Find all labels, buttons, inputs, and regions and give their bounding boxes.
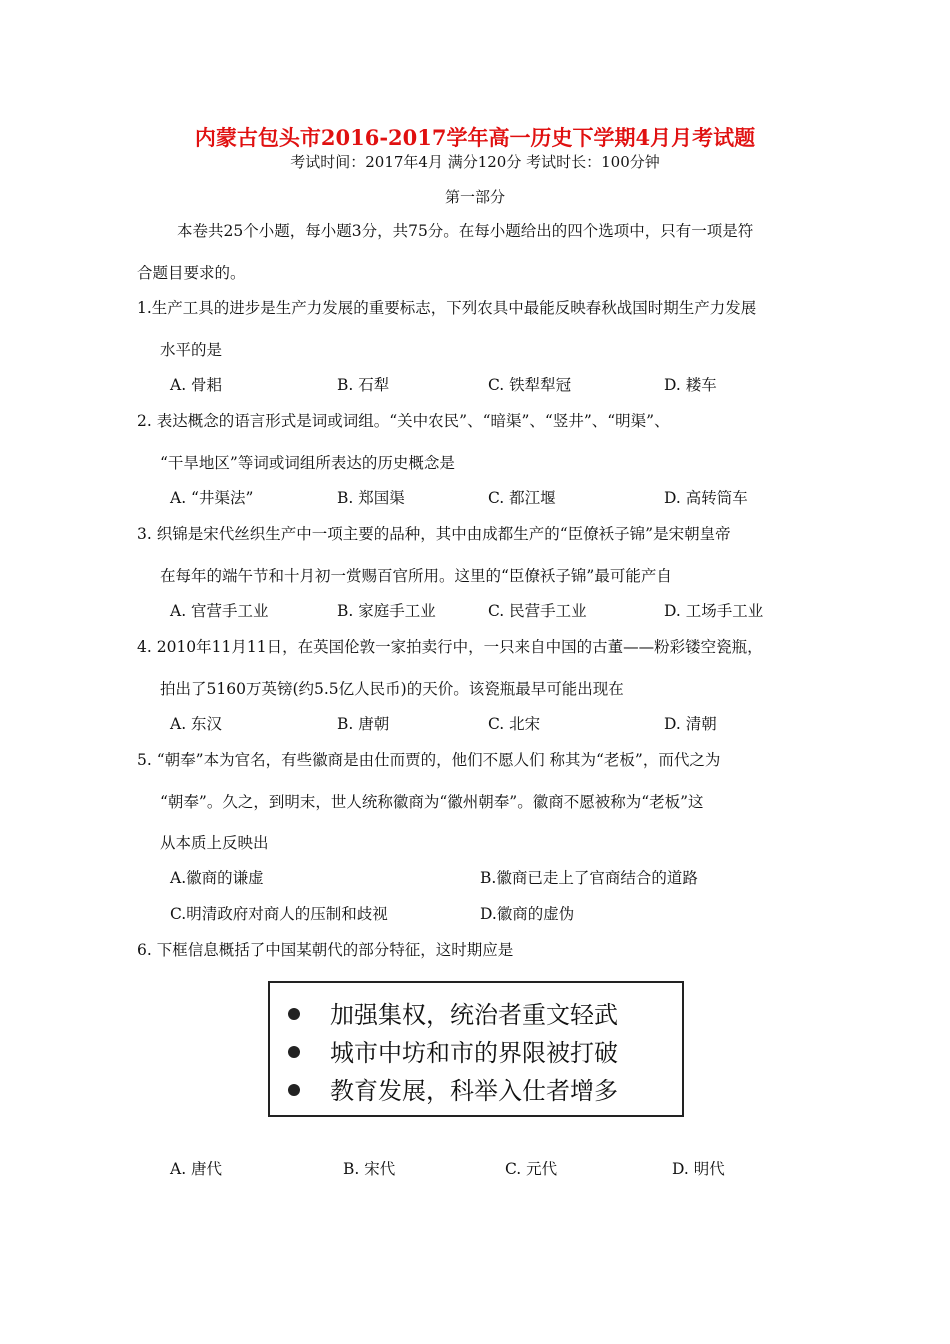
question-2-line-1: 2. 表达概念的语言形式是词或词组。“关中农民”、“暗渠”、“竖井”、“明渠”、 <box>137 412 670 430</box>
question-4-option-d: D. 清朝 <box>664 715 717 733</box>
question-4-option-c: C. 北宋 <box>488 715 541 733</box>
intro-line-2: 合题目要求的。 <box>137 264 246 282</box>
page-title: 内蒙古包头市2016-2017学年高一历史下学期4月月考试题 <box>194 125 756 150</box>
question-6-option-a: A. 唐代 <box>170 1160 223 1178</box>
question-6-option-c: C. 元代 <box>505 1160 558 1178</box>
question-1-option-b: B. 石犁 <box>337 376 390 394</box>
question-3-line-2: 在每年的端午节和十月初一赏赐百官所用。这里的“臣僚袄子锦”最可能产自 <box>160 567 672 585</box>
question-4-option-a: A. 东汉 <box>170 715 223 733</box>
bullet-icon <box>288 1046 300 1058</box>
question-1-line-1: 1.生产工具的进步是生产力发展的重要标志，下列农具中最能反映春秋战国时期生产力发展 <box>137 299 757 317</box>
info-box-item-text: 城市中坊和市的界限被打破 <box>330 1039 618 1067</box>
info-box-item-text: 教育发展，科举入仕者增多 <box>330 1077 618 1105</box>
part-heading: 第一部分 <box>444 188 505 206</box>
info-box-item <box>288 995 618 1030</box>
question-5-line-2: “朝奉”。久之，到明末，世人统称徽商为“徽州朝奉”。徽商不愿被称为“老板”这 <box>160 793 704 811</box>
question-6-line-1: 6. 下框信息概括了中国某朝代的部分特征，这时期应是 <box>137 941 514 959</box>
info-box-item-text: 加强集权，统治者重文轻武 <box>330 1001 618 1029</box>
question-3-line-1: 3. 织锦是宋代丝织生产中一项主要的品种，其中由成都生产的“臣僚袄子锦”是宋朝皇帝 <box>137 525 731 543</box>
intro-line-1: 本卷共25个小题，每小题3分，共75分。在每小题给出的四个选项中，只有一项是符 <box>177 222 754 240</box>
question-5-line-1: 5. “朝奉”本为官名，有些徽商是由仕而贾的，他们不愿人们 称其为“老板”，而代之为 <box>137 751 721 769</box>
question-5-line-3: 从本质上反映出 <box>160 834 269 852</box>
exam-info: 考试时间：2017年4月 满分120分 考试时长：100分钟 <box>290 153 660 171</box>
question-1-option-c: C. 铁犁犁冠 <box>488 376 572 394</box>
question-3-option-d: D. 工场手工业 <box>664 602 764 620</box>
question-1-line-2: 水平的是 <box>160 341 223 359</box>
question-2-option-a: A. “井渠法” <box>170 489 254 507</box>
question-2-option-c: C. 都江堰 <box>488 489 556 507</box>
info-box-item <box>288 1033 618 1068</box>
question-3-option-b: B. 家庭手工业 <box>337 602 436 620</box>
question-1-option-a: A. 骨耜 <box>170 376 223 394</box>
question-5-option-a: A.徽商的谦虚 <box>170 869 264 887</box>
question-4-option-b: B. 唐朝 <box>337 715 390 733</box>
question-4-line-2: 拍出了5160万英镑(约5.5亿人民币)的天价。该瓷瓶最早可能出现在 <box>160 680 624 698</box>
question-2-option-d: D. 高转筒车 <box>664 489 748 507</box>
question-5-option-b: B.徽商已走上了官商结合的道路 <box>480 869 698 887</box>
bullet-icon <box>288 1008 300 1020</box>
bullet-icon <box>288 1084 300 1096</box>
question-2-option-b: B. 郑国渠 <box>337 489 405 507</box>
question-6-option-d: D. 明代 <box>672 1160 725 1178</box>
question-4-line-1: 4. 2010年11月11日，在英国伦敦一家拍卖行中，一只来自中国的古董——粉彩镂空瓷瓶， <box>137 638 763 656</box>
question-5-option-d: D.徽商的虚伪 <box>480 905 575 923</box>
question-3-option-c: C. 民营手工业 <box>488 602 587 620</box>
info-box <box>268 981 684 1117</box>
question-2-line-2: “干旱地区”等词或词组所表达的历史概念是 <box>160 454 455 472</box>
question-1-option-d: D. 耧车 <box>664 376 717 394</box>
question-6-option-b: B. 宋代 <box>343 1160 396 1178</box>
info-box-item <box>288 1071 618 1106</box>
question-3-option-a: A. 官营手工业 <box>170 602 269 620</box>
question-5-option-c: C.明清政府对商人的压制和歧视 <box>170 905 388 923</box>
